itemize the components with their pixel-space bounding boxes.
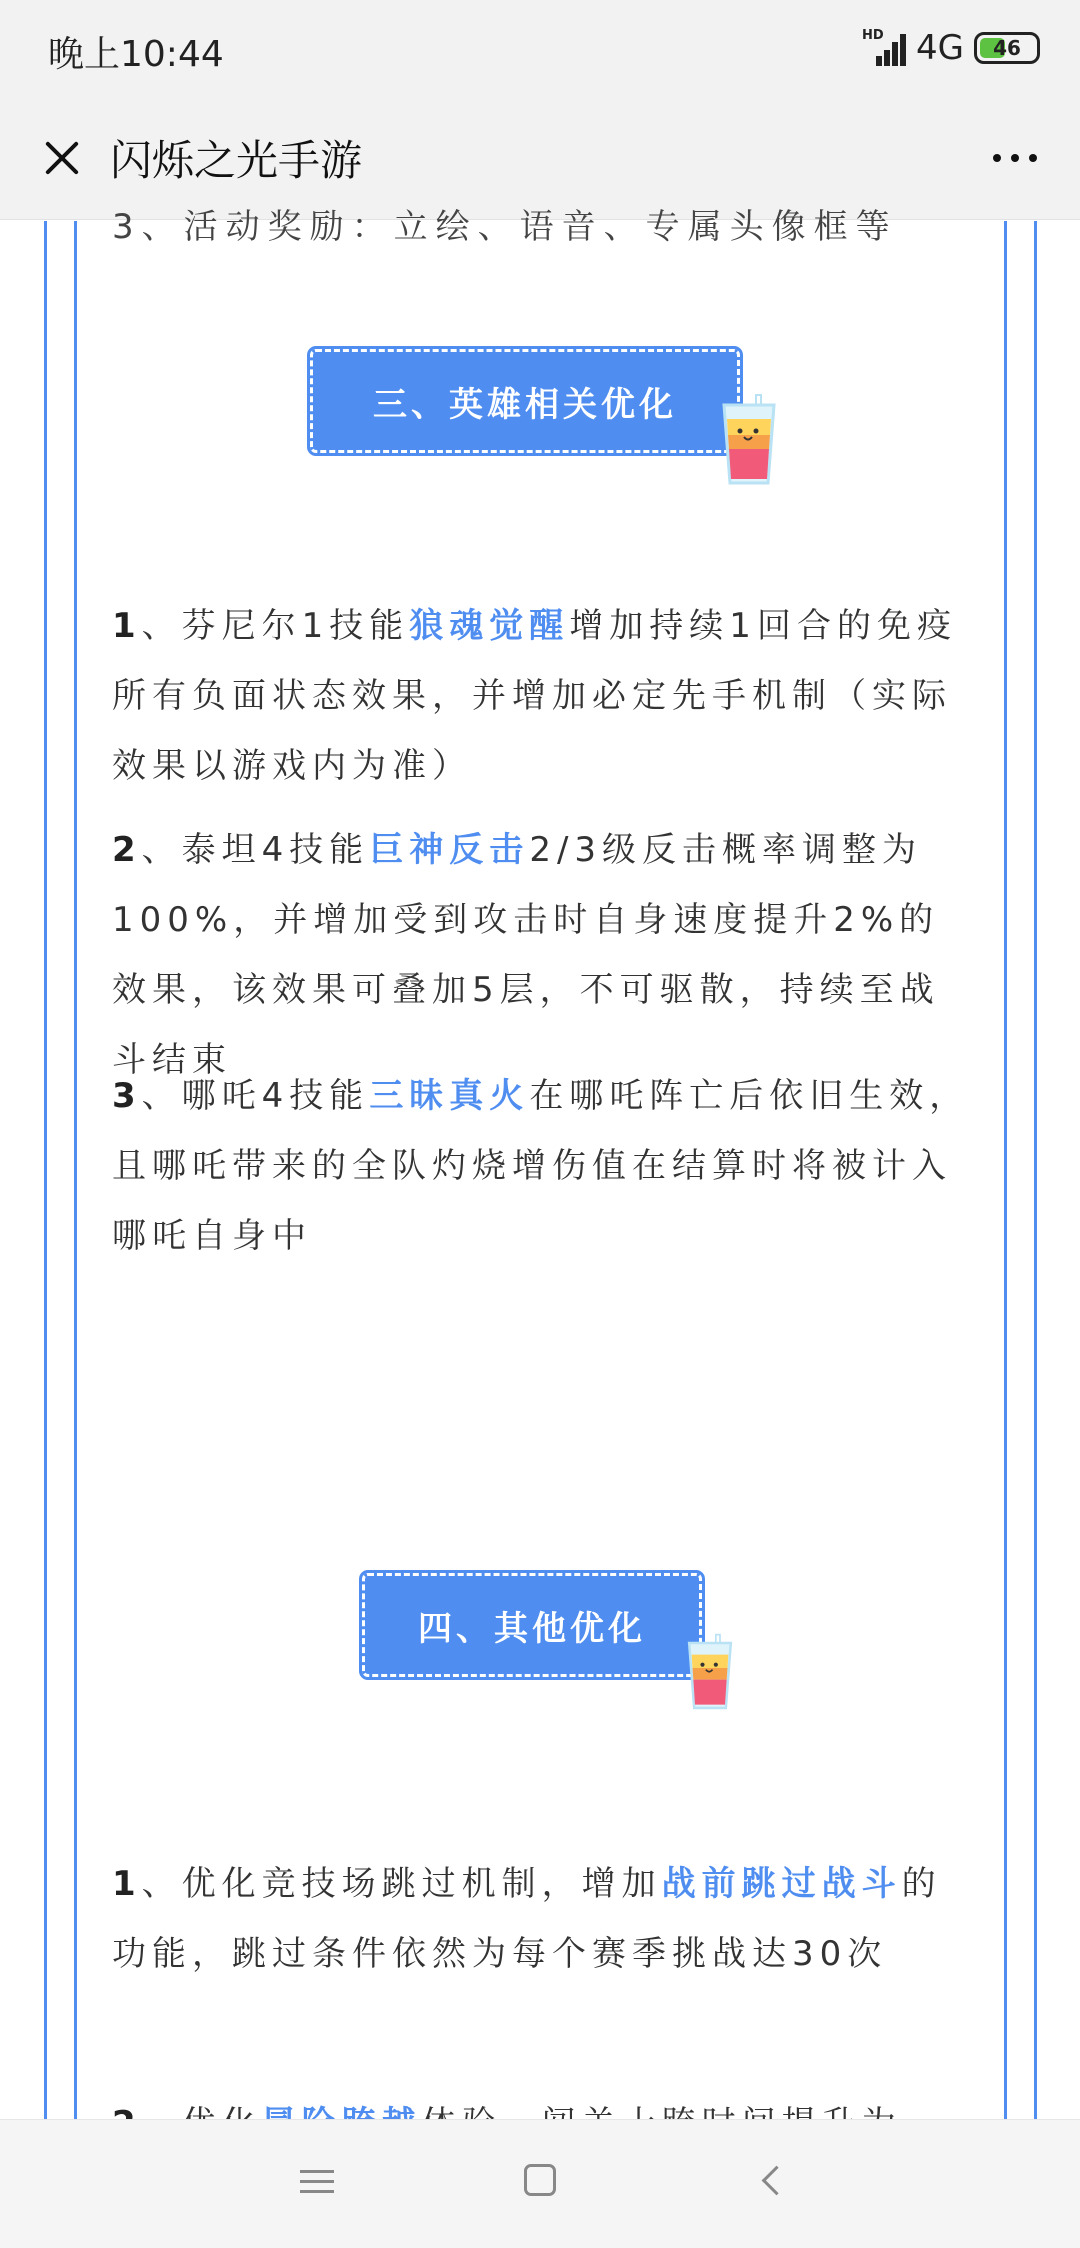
- cup-mascot-icon: [682, 1633, 738, 1713]
- frame-line-left-inner: [74, 221, 77, 2119]
- menu-icon[interactable]: [300, 2164, 336, 2200]
- frame-line-left-outer: [44, 221, 47, 2119]
- frame-line-right-outer: [1034, 221, 1037, 2119]
- status-time: 晚上10:44: [48, 34, 224, 75]
- list-item: 3、哪吒4技能三昧真火在哪吒阵亡后依旧生效，且哪吒带来的全队灼烧增伤值在结算时将被计入哪吒自身中: [112, 1076, 970, 1256]
- highlight-term: 巨神反击: [369, 830, 530, 870]
- navigation-bar: [0, 2119, 1080, 2248]
- page-title: 闪烁之光手游: [110, 136, 363, 185]
- hd-label: HD: [862, 28, 884, 43]
- section-title: 四、其他优化: [362, 1573, 702, 1677]
- partial-text-line: 3、活动奖励：立绘、语音、专属头像框等: [112, 207, 898, 247]
- battery-icon: [974, 32, 1040, 64]
- close-icon[interactable]: [30, 126, 94, 190]
- status-icons: [862, 24, 1040, 72]
- back-icon[interactable]: [756, 2164, 792, 2200]
- list-item: 1、优化竞技场跳过机制，增加战前跳过战斗的功能，跳过条件依然为每个赛季挑战达30次: [112, 1864, 942, 1974]
- section-title: 三、英雄相关优化: [310, 349, 740, 453]
- highlight-term: 三昧真火: [369, 1076, 530, 1116]
- frame-line-right-inner: [1004, 221, 1007, 2119]
- cup-mascot-icon: [718, 393, 780, 489]
- more-dots-icon[interactable]: [980, 128, 1050, 188]
- signal-icon: [862, 30, 906, 66]
- article-content[interactable]: [0, 207, 1080, 2119]
- home-icon[interactable]: [524, 2164, 556, 2196]
- status-bar: [0, 0, 1080, 96]
- battery-level: 46: [993, 36, 1021, 60]
- network-type: 4G: [916, 28, 964, 68]
- highlight-term: 狼魂觉醒: [409, 606, 570, 646]
- highlight-term: 战前跳过战斗: [661, 1864, 902, 1904]
- list-item: 1、芬尼尔1技能狼魂觉醒增加持续1回合的免疫所有负面状态效果，并增加必定先手机制（实际效果以游戏内为准）: [112, 606, 957, 786]
- list-item: 2、泰坦4技能巨神反击2/3级反击概率调整为100%，并增加受到攻击时自身速度提升2%的效果，该效果可叠加5层，不可驱散，持续至战斗结束: [112, 830, 940, 1080]
